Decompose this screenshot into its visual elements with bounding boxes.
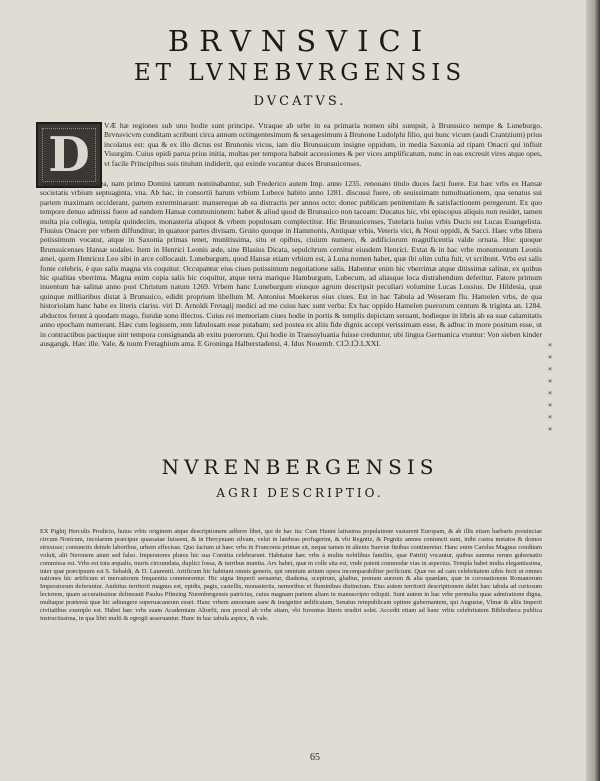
section2-title: NVRENBERGENSIS [161,455,439,479]
initial-letter: D [48,127,90,183]
margin-mark: « [548,376,552,385]
margin-mark: « [548,424,552,433]
title-line-3: DVCATVS. [253,94,347,109]
section1-body-text: Sed hoc longe postea, nam primo Domini tantum nominabantur, sub Frederico autem Imp. anno 1235. renouato titulo duces facti fuere. Est hæc vrbs ex Hansæ societatis vrbium septuaginta, vna. Ab hac, in consortii harum vrbium Lubece habito anno 1281. discussi fuere, ob seuissimam tumultuationem, qua senatus sui partem maximam occiderant, partem exterminarant: mansereque ab ea distractis per annos octo: donec publicam penitentiam & satisfactionem peregerunt. Ex quo tempore denuo admissi fuere ad eandem Hansæ communionem: habet & aliud quod de Brunsuico non taceam: Ducatus hic, vbi episcopus aliquis non residet, tamen multa pia collegia, templa quindecim, monasteria aliquot & vrbem populosam complectitur. Hic Brunsuicenses, Tutelaris huius vrbis Ducis est Lucas Euangelista. Fluuius Onacer per vrbem diffunditur, in quatuor partes divisam. Gruito quoque in Hammonis, Antiquæ vrbis, Veteris vici, & Noui oppidi, & Sacci. Haec vrbs libera potissimum vocatur, atque in Saxonia primas tenet, munitissima, situ et opibus, ciuium numero, & ædificiorum magnificentia valde ornata. Hoc quoque Brunsuicenses Hansæ sodales. Item in Henrici Leonis æde, sine Blasius Dicata, sepulchrum cernitur eiusdem Henrici. Extat & in hac vrbe monumentum Leonis ænei, quem Henricus Leo sibi in arce collocauit. Luneburgum, quod Hansæ etiam vrbium est, à Luna nomen habet, quæ ibi olim culta fuit, vt scribunt. Vrbs est salis fonte celebris, è quo salis magna vis coquitur. Occupantur eius ciues potissimum negotiatione salis. Habentur enim hic vberrimæ atque ditissimæ salinæ, ex quibus hic qualitas vberrima. Magna enim copia salis hic coquitur, atque terra marique Hamburgum, Lubecum, ad aliasque loca distrahendum deferitur. Fatere primum inuentum hæ salinæ anno post Christum natum 1269. Vrbem hanc Luneburgum eiusque agrum descripsit peculiari volumine Lucas Lossius. De Hildesia, quæ quinque milliaribus distat à Brunsuico, edidit proprium libellum M. Antonius Moekerus eius ciues. Est in hac Tabula ad Weseram flu. Hamelen vrbs, de qua historiolam hanc habe ex literis clariss. viri D. Arnoldi Fretagij medici ad me cuius hæc sunt verba: Ex hac oppido Hamelen puerorum centum & triginta an. 1284. abductos ferunt à quodam mago, fistulæ sono illectos. Cuius rei memoriam ciues hodie in portis & templis depictam seruant, hodieque in libris ab ea suæ calamitatis anno epocham numerant. Hæc cum legissem, rem fabulosam esse putabam; sed postea ex aliis fide dignis accepi verissimam esse, & adhuc in more positum esse, ut in contractibus pactisque sint tempora consignanda ab exitu puerorum. Qui hodie in Transsyluania fuisse creduntur, ubi lingua Germanica vtuntur: Von sieben kinder ausgangk. Hæc ille. Vale, & tuum Fretaghium ama. E Groninga Halberstadensi, 4. Idus Nouemb. CIↃ.IↃ.LXXI. [40,179,542,348]
margin-mark: « [548,412,552,421]
margin-mark: « [548,364,552,373]
initial-ornament [42,128,96,182]
page-edge [586,0,600,781]
title-line-1: BRVNSVICI [167,24,433,58]
margin-marks [548,340,564,436]
margin-mark: « [548,388,552,397]
margin-mark: « [548,352,552,361]
margin-mark: « [548,340,552,349]
title-line-2: ET LVNEBVRGENSIS [133,60,467,86]
page-number: 65 [310,752,320,763]
section1-lead-text: VÆ hæ regiones sub uno hodie sunt principe. Vtraque ab urbe in ea primaria nomen sibi sumpsit, à Brunsuico nempe & Luneburgo. Brvnsvicvm conditam scribunt circa annum octingentesimum & sexagesimum à Brunone Ludolphi filio, qui hunc vicum (audi Crantzium) prius incolatus est: qua & ex illo dictus est Brunonis vicus, iam diu Brunsuicum insigne oppidum, in media Saxonia ad ripam Onacri qui influit Visurgim. Cuius opidi parua prius initia, multas per tempora habuit accessiones & per vices amplificatum, nunc in eas excreuit vires atque opes, vt facile Principibus suis titulum indiderit, qui exinde vocantur duces Brunsuicenses. [104,121,542,168]
margin-mark: « [548,400,552,409]
section2-subtitle: AGRI DESCRIPTIO. [216,486,384,500]
section2-body-text: EX Pighij Herculis Prodicio, huius vrbis originem atque descriptionem adferre libet, qui de hac ita: Cum Hunni latissima populatione vastarent Europam, & ab illis etiam barbaris prouinciae circum Noricum, incolarum præcipue quassatae fuissent, & in Hercyniam silvam, velut in latebras profugerint, & vbi Regnitz, & Pegnitz amnes coniuncti sunt, inibi castra metatos & domos struxisse; coniunctis deinde laboribus, urbem effecisse. Quo factum ut haec vrbs in Franconia primae sit, neque tamen in alienis Sueviæ finibus contineretur. Hanc enim Carolus Magnus conditam voluit, alii Neronem aiunt sed falso. Imperatores plures hic sua Comitia celebrarunt. Habitatur hæc vrbs à multis nobilibus familiis, quæ Patritij vocantur, quibus summa rerum gubernatio commissa est. Vrbs est tota æqualis, muris circumdata, duplici fossa, & turribus munita. Arx habet, quæ in colle sita est, vnde patent commodæ vias in aspectus. Templa habet multa elegantissima, inter quæ præcipuum est S. Sebaldi, & D. Laurentii. Artificum hic habitant omnis generis, qui omnium artium opera incomparabiliter perficiunt. Quæ res ad cam celebritatem uibis fecit ut omnes nationes hic artificum et mercatorum frequentia commorentur. Hic signa Imperii seruantur, diadema, sceptrum, gladius, pomum aureum & alia quædam, quæ in coronationem Romanorum Imperatorum deferuntur. Ambitus territorii magnus est, opidis, pagis, castellis, monasteriis, nemoribus et fluminibus distinctum. Eius autem territorii descriptionem dabit hæc tabula ad curiosum lectorem, quam accuratissime delineauit Paulus Pfinzing Nurenbergensis patricius, cuius magnam partem aliam in manuscripto reliquit. Sunt autem in hac vrbe permulta quae admiratione digna, multaque prætereà quæ hic adiungere superuacaneum esset. Hanc vrbem amoenam sane & insigniter ædificatam, Senatus rempublicam optime gubernantem, qui Augustæ, Vlmæ & aliis Imperii civitatibus exemplo est. Habet hæc vrbs suam Academiam Altorfii, non procul ab vrbe sitam, vbi Iuventus literis erudiri solet. Accedit etiam ad hanc vrbis celebritatem Bibliotheca publica instructissima, in qua libri multi & egregii asseruantur. Hanc in hac tabula aspice, & vale. [40,528,542,622]
